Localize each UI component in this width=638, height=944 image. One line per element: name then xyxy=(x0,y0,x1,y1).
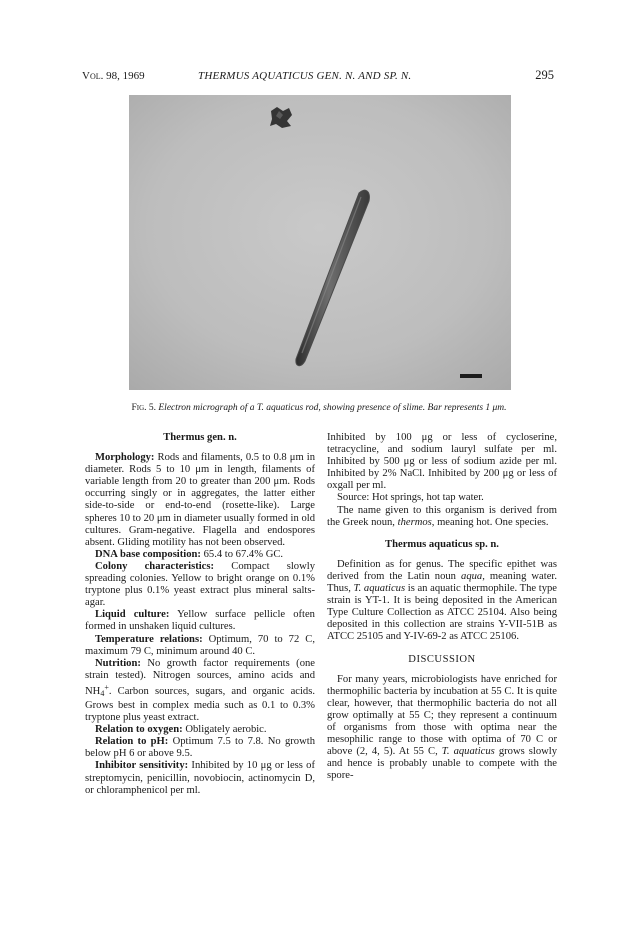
discussion-heading: DISCUSSION xyxy=(408,653,476,665)
right-column xyxy=(327,432,557,782)
morphology-label: Morphology: xyxy=(95,452,155,464)
slime-particle xyxy=(270,107,292,128)
discussion-species: T. aquaticus xyxy=(441,746,495,758)
definition-b: , meaning water. Thus, xyxy=(327,570,557,595)
running-header xyxy=(82,70,554,86)
ph-paragraph xyxy=(85,736,315,760)
inhibitor-continued-paragraph: Inhibited by 100 μg or less of cycloserine, tetracycline, and sodium lauryl sulfate per ml. Inhibited by 500 μg or less of sodium azide per ml. Inhibited by 2% NaCl. Inhibited by 200 μg or less of oxgall per ml. xyxy=(327,432,557,492)
discussion-a: For many years, microbiologists have enriched for thermophilic bacteria by incubation at 55 C. It is quite clear, however, that thermophilic bacteria do not all grow optimally at 55 C; they represent a continuum of organisms from those with optima near the mesophilic range to those with optima of 70 C or above (2, 4, 5). At 55 C, xyxy=(327,673,557,758)
liquid-label: Liquid culture: xyxy=(95,609,170,621)
volume-label: Vol. 98, 1969 xyxy=(82,70,145,82)
page-number: 295 xyxy=(535,68,554,82)
liquid-culture-paragraph xyxy=(85,609,315,633)
name-text-b: , meaning hot. One species. xyxy=(431,516,549,528)
nutrition-text-b: . Carbon sources, sugars, and organic acids. Grows best in complex media such as 0.1 to 0.3% tryptone plus yeast extract. xyxy=(85,685,315,724)
figure-label: Fig. 5. xyxy=(131,403,156,413)
nutrition-superscript: + xyxy=(104,682,109,692)
temperature-text: Optimum, 70 to 72 C, maximum 79 C, minimum around 40 C. xyxy=(85,633,315,657)
definition-paragraph xyxy=(327,559,557,644)
name-word: thermos xyxy=(397,516,432,528)
name-text-a: The name given to this organism is derived from the Greek noun, xyxy=(327,504,557,528)
dna-text: 65.4 to 67.4% GC. xyxy=(203,548,284,560)
name-derivation-paragraph xyxy=(327,505,557,529)
inhibitor-label: Inhibitor sensitivity: xyxy=(95,760,189,772)
colony-text: Compact slowly spreading colonies. Yellow to bright orange on 0.1% tryptone plus 0.1% yeast extract plus mineral salts-agar. xyxy=(85,560,315,609)
species-heading: Thermus aquaticus sp. n. xyxy=(385,538,499,550)
colony-paragraph xyxy=(85,561,315,609)
morphology-paragraph xyxy=(85,452,315,549)
oxygen-label: Relation to oxygen: xyxy=(95,724,183,736)
nutrition-paragraph xyxy=(85,658,315,724)
micrograph-image xyxy=(129,95,511,390)
oxygen-text: Obligately aerobic. xyxy=(185,724,267,736)
scale-bar xyxy=(460,374,482,378)
running-title: THERMUS AQUATICUS GEN. N. AND SP. N. xyxy=(198,70,412,82)
dna-label: DNA base composition: xyxy=(95,548,201,560)
discussion-paragraph xyxy=(327,674,557,783)
oxygen-paragraph xyxy=(85,724,315,736)
source-paragraph: Source: Hot springs, hot tap water. xyxy=(337,492,484,504)
nutrition-text-a: No growth factor requirements (one strain tested). Nitrogen sources, amino acids and NH xyxy=(85,657,315,697)
left-column xyxy=(85,432,315,797)
figure-caption-text: Electron micrograph of a T. aquaticus rod, showing presence of slime. Bar represents 1 μm. xyxy=(158,403,507,413)
ph-text: Optimum 7.5 to 7.8. No growth below pH 6 or above 9.5. xyxy=(85,736,315,760)
definition-a: Definition as for genus. The specific epithet was derived from the Latin noun xyxy=(327,558,557,582)
temperature-paragraph xyxy=(85,634,315,658)
nutrition-label: Nutrition: xyxy=(95,657,141,669)
definition-word: aqua xyxy=(461,570,483,582)
liquid-text: Yellow surface pellicle often formed in unshaken liquid cultures. xyxy=(85,609,315,633)
inhibitor-text: Inhibited by 10 μg or less of streptomycin, penicillin, novobiocin, actinomycin D, or chloramphenicol per ml. xyxy=(85,760,316,796)
ph-label: Relation to pH: xyxy=(95,736,169,748)
dna-paragraph xyxy=(85,549,315,561)
temperature-label: Temperature relations: xyxy=(95,633,203,645)
figure-caption xyxy=(78,403,560,413)
genus-heading: Thermus gen. n. xyxy=(163,432,237,443)
definition-species: T. aquaticus xyxy=(353,583,406,595)
morphology-text: Rods and filaments, 0.5 to 0.8 μm in diameter. Rods 5 to 10 μm in length, filaments of variable length from 20 to greater than 200 μm. Rods occurring singly or in aggregates, the latter either side-to-side or end-to-end (rosette-like). Large spheres 10 to 20 μm in diameter usually formed in old cultures. Gram-negative. Flagella and endospores absent. Gliding motility has not been observed. xyxy=(85,452,315,548)
inhibitor-paragraph xyxy=(85,760,315,796)
electron-micrograph xyxy=(129,95,511,390)
definition-c: is an aquatic thermophile. The type strain is YT-1. It is being deposited in the American Type Culture Collection as ATCC 25104. Also being deposited in this collection are strains Y-VII-51B as ATCC 25105 and Y-IV-69-2 as ATCC 25106. xyxy=(327,583,558,643)
nutrition-subscript: 4 xyxy=(100,688,105,698)
discussion-b: grows slowly and hence is probably unable to compete with the spore- xyxy=(327,746,558,782)
colony-label: Colony characteristics: xyxy=(95,560,215,572)
